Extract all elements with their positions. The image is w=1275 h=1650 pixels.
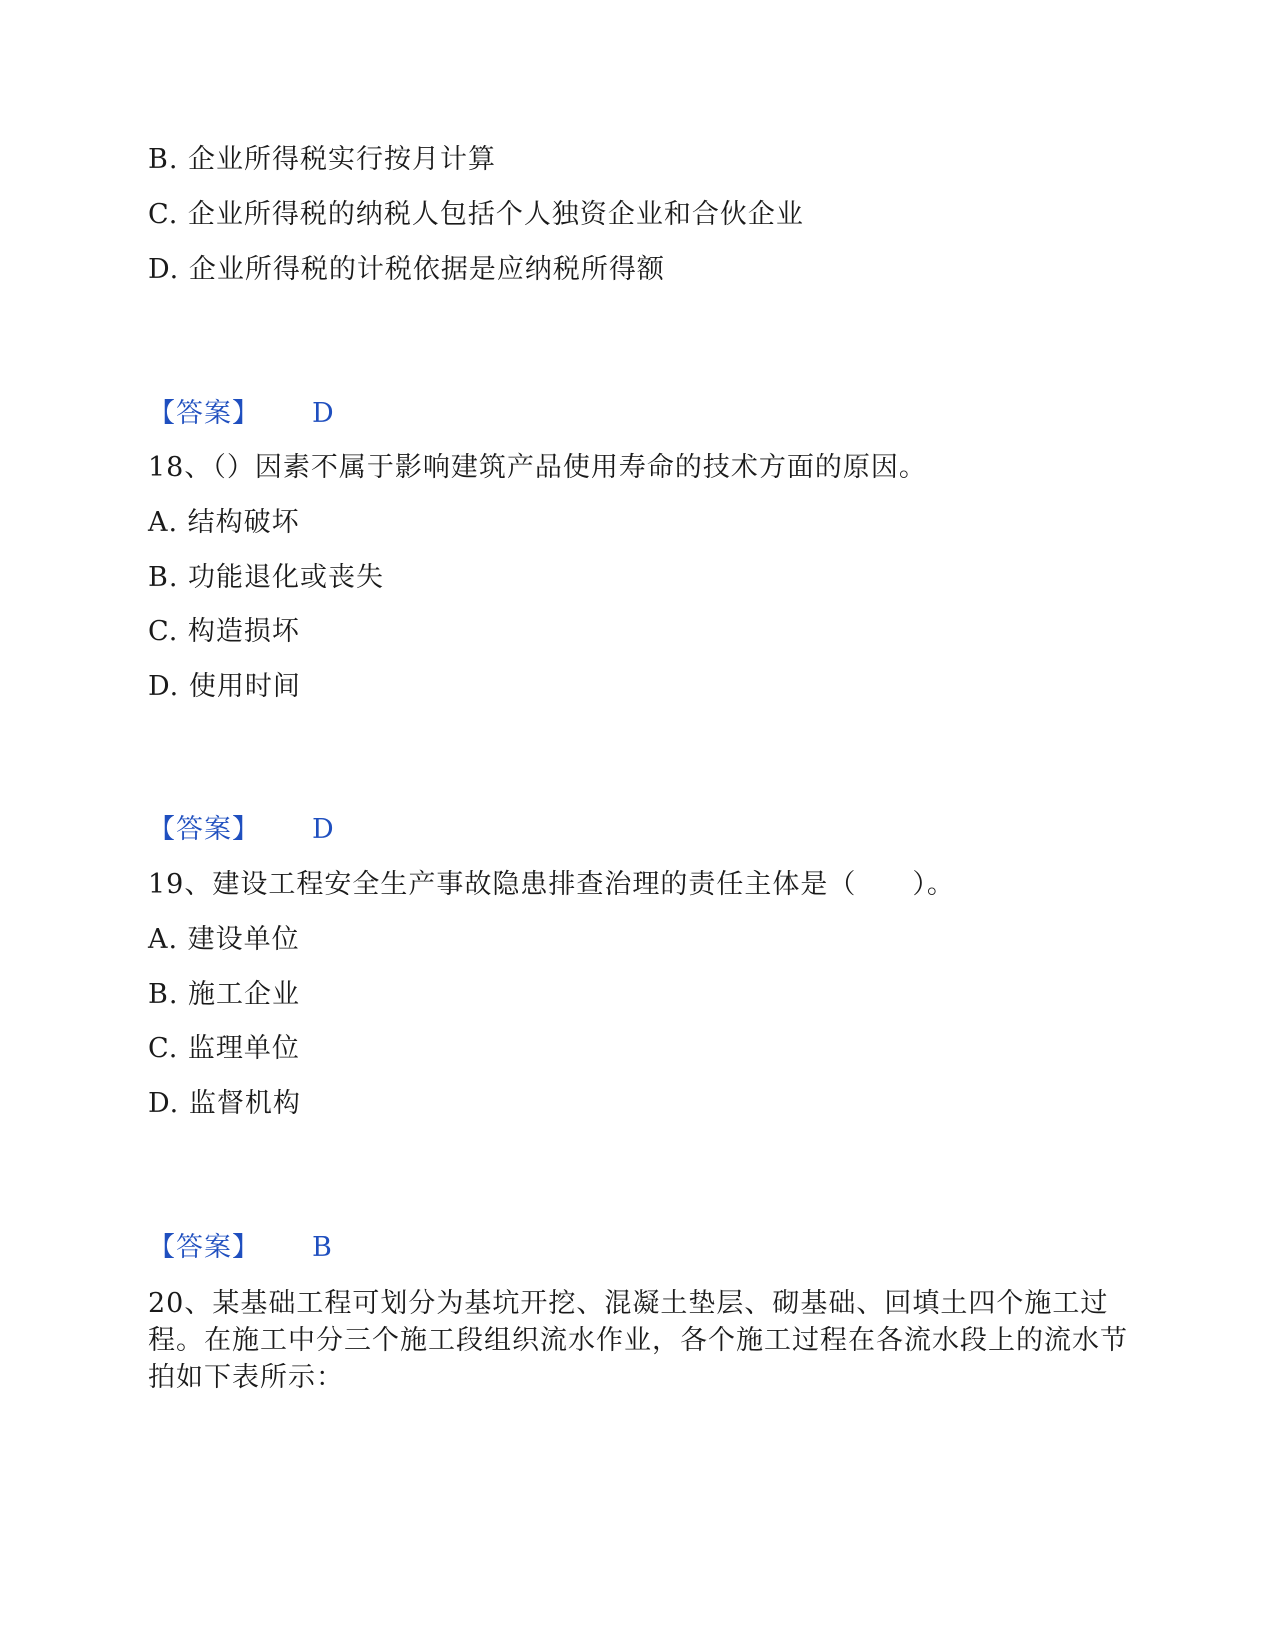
q17-option-b: B. 企业所得税实行按月计算 (148, 144, 497, 175)
q19-option-d: D. 监督机构 (148, 1088, 301, 1119)
answer-label: 【答案】 (148, 1232, 260, 1263)
answer-label: 【答案】 (148, 814, 260, 845)
q18-option-b: B. 功能退化或丧失 (148, 562, 385, 593)
q17-option-c: C. 企业所得税的纳税人包括个人独资企业和合伙企业 (148, 199, 804, 230)
q19-answer (148, 1230, 333, 1266)
q18-option-d: D. 使用时间 (148, 671, 301, 702)
q18-option-a: A. 结构破坏 (148, 507, 300, 538)
q20-question: 20、某基础工程可划分为基坑开挖、混凝土垫层、砌基础、回填土四个施工过程。在施工中分三个施工段组织流水作业，各个施工过程在各流水段上的流水节拍如下表所示： (148, 1288, 1128, 1393)
q19-option-c: C. 监理单位 (148, 1033, 300, 1064)
answer-label: 【答案】 (148, 398, 260, 429)
q19-option-b: B. 施工企业 (148, 979, 301, 1010)
answer-value: D (312, 398, 335, 429)
q17-option-d: D. 企业所得税的计税依据是应纳税所得额 (148, 254, 665, 285)
q17-answer (148, 396, 335, 432)
q19-option-a: A. 建设单位 (148, 924, 300, 955)
answer-value: B (312, 1232, 333, 1263)
q19-question: 19、建设工程安全生产事故隐患排查治理的责任主体是（ ）。 (148, 869, 955, 900)
q18-question: 18、（）因素不属于影响建筑产品使用寿命的技术方面的原因。 (148, 452, 927, 483)
q18-answer (148, 812, 335, 848)
q18-option-c: C. 构造损坏 (148, 616, 300, 647)
answer-value: D (312, 814, 335, 845)
